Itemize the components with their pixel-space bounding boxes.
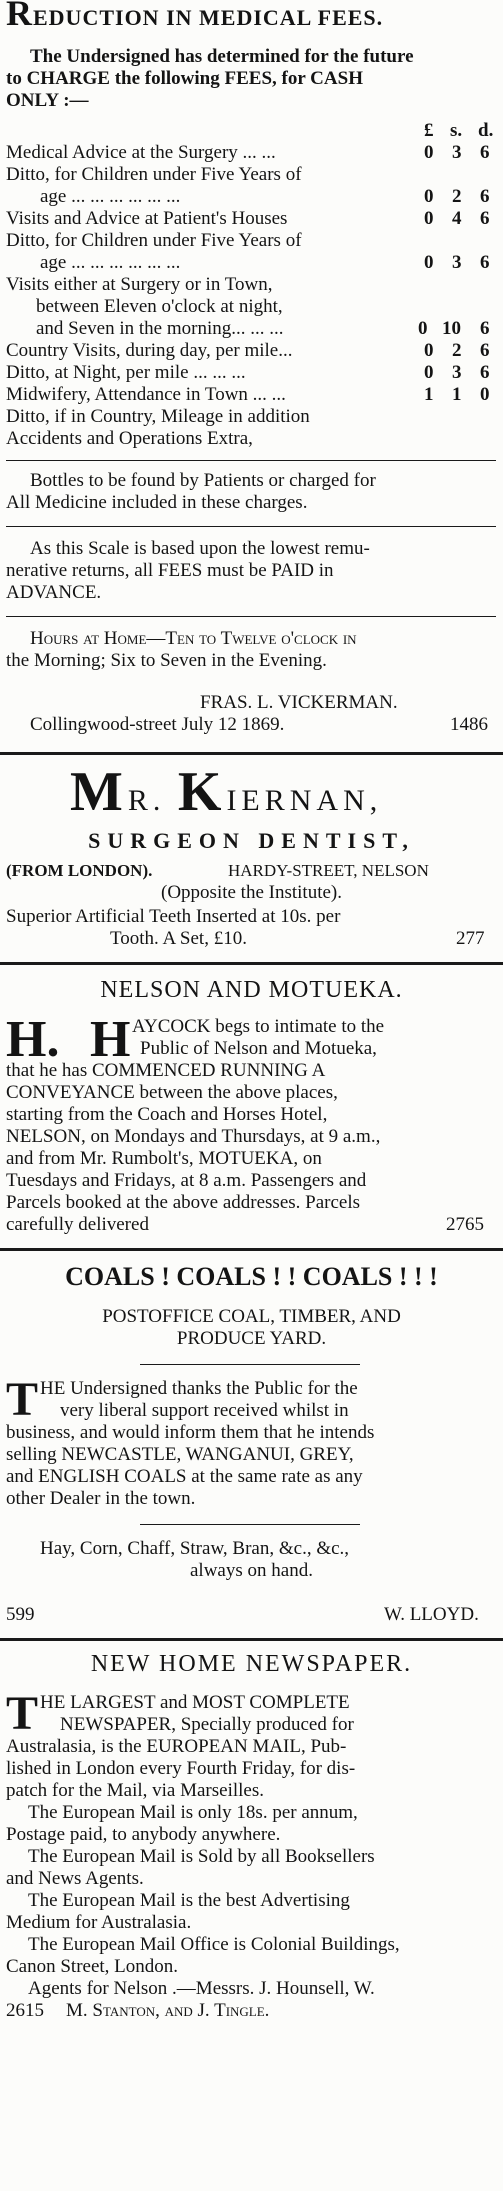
hours-line: the Morning; Six to Seven in the Evening.	[6, 650, 327, 671]
opposite: (Opposite the Institute).	[161, 882, 342, 903]
address-date: Collingwood-street July 12 1869.	[30, 714, 285, 735]
divider	[6, 526, 496, 527]
fee-pence: 6	[480, 186, 490, 207]
intro-line: ONLY :—	[6, 90, 89, 111]
signature: FRAS. L. VICKERMAN.	[200, 692, 398, 713]
ad-body-line: selling NEWCASTLE, WANGANUI, GREY,	[6, 1444, 354, 1465]
fee-shillings: 3	[452, 252, 462, 273]
hours-line: Hours at Home—Ten to Twelve o'clock in	[30, 628, 357, 649]
fee-item: age ... ... ... ... ... ...	[40, 252, 181, 273]
signature: W. LLOYD.	[384, 1604, 479, 1625]
fee-pounds: 0	[418, 318, 428, 339]
ad-body-line: and ENGLISH COALS at the same rate as any	[6, 1466, 363, 1487]
ad-body-line: Parcels booked at the above addresses. Parcels	[6, 1192, 361, 1213]
fee-item: Ditto, at Night, per mile ... ... ...	[6, 362, 246, 383]
shilling-head: s.	[450, 120, 463, 141]
fee-item: Medical Advice at the Surgery ... ...	[6, 142, 276, 163]
ad-body-line: HE Undersigned thanks the Public for the	[40, 1378, 358, 1399]
fee-item: age ... ... ... ... ... ...	[40, 186, 181, 207]
ad-body-line: NELSON, on Mondays and Thursdays, at 9 a.m.,	[6, 1126, 381, 1147]
ad-body-line: and News Agents.	[6, 1868, 144, 1889]
ad-number: 2765	[446, 1214, 484, 1235]
fee-pence: 6	[480, 252, 490, 273]
fee-shillings: 1	[452, 384, 462, 405]
bottles-line: Bottles to be found by Patients or charged for	[30, 470, 376, 491]
ad-number: 599	[6, 1604, 35, 1625]
fee-pence: 6	[480, 362, 490, 383]
fee-item: Country Visits, during day, per mile...	[6, 340, 293, 361]
fee-item: Visits and Advice at Patient's Houses	[6, 208, 288, 229]
fee-pounds: 0	[424, 252, 434, 273]
scale-line: nerative returns, all FEES must be PAID in	[6, 560, 334, 581]
ad-body-line: Public of Nelson and Motueka,	[140, 1038, 377, 1059]
fee-pounds: 1	[424, 384, 434, 405]
ad-title: REDUCTION IN MEDICAL FEES.	[6, 0, 384, 33]
ad-body-line: Australasia, is the EUROPEAN MAIL, Pub-	[6, 1736, 347, 1757]
ad-body-line: The European Mail Office is Colonial Buildings,	[28, 1934, 400, 1955]
ad-body-line: Canon Street, London.	[6, 1956, 179, 1977]
ad-body-line: The European Mail is only 18s. per annum,	[28, 1802, 358, 1823]
intro-line: to CHARGE the following FEES, for CASH	[6, 68, 363, 89]
fee-pounds: 0	[424, 208, 434, 229]
ad-body-line: lished in London every Fourth Friday, for dis-	[6, 1758, 356, 1779]
ad-body-line: HE LARGEST and MOST COMPLETE	[40, 1692, 350, 1713]
ad-body-line: Tuesdays and Fridays, at 8 a.m. Passengers and	[6, 1170, 367, 1191]
divider	[140, 1364, 360, 1365]
fee-shillings: 2	[452, 340, 462, 361]
ad-body-line: and from Mr. Rumbolt's, MOTUEKA, on	[6, 1148, 322, 1169]
ad-body-line: AYCOCK begs to intimate to the	[132, 1016, 385, 1037]
ad-separator	[0, 752, 503, 755]
ad-body-line: starting from the Coach and Horses Hotel,	[6, 1104, 328, 1125]
ad-body-line: M. Stanton, and J. Tingle.	[66, 2000, 270, 2021]
ad-body-line: business, and would inform them that he intends	[6, 1422, 375, 1443]
fee-pounds: 0	[424, 186, 434, 207]
divider	[6, 460, 496, 461]
fee-shillings: 2	[452, 186, 462, 207]
scale-line: ADVANCE.	[6, 582, 102, 603]
ad-body-line: Medium for Australasia.	[6, 1912, 192, 1933]
fee-pounds: 0	[424, 142, 434, 163]
fee-note: Ditto, if in Country, Mileage in addition	[6, 406, 310, 427]
dentist-title: SURGEON DENTIST,	[88, 828, 415, 853]
drop-cap: H	[90, 1011, 131, 1068]
fee-shillings: 10	[442, 318, 461, 339]
ad-body-line: Postage paid, to anybody anywhere.	[6, 1824, 281, 1845]
fee-item: Visits either at Surgery or in Town,	[6, 274, 273, 295]
pound-head: £	[424, 120, 434, 141]
ad-title: COALS ! COALS ! ! COALS ! ! !	[65, 1262, 438, 1291]
fee-note: Accidents and Operations Extra,	[6, 428, 253, 449]
hay-line: always on hand.	[190, 1560, 313, 1581]
street: HARDY-STREET, NELSON	[228, 861, 429, 880]
intro-line: The Undersigned has determined for the future	[30, 46, 414, 67]
ad-separator	[0, 1248, 503, 1251]
fee-shillings: 4	[452, 208, 462, 229]
ad-subtitle: POSTOFFICE COAL, TIMBER, AND	[102, 1306, 401, 1327]
hay-line: Hay, Corn, Chaff, Straw, Bran, &c., &c.,	[40, 1538, 350, 1559]
ad-title: NEW HOME NEWSPAPER.	[90, 1651, 413, 1677]
ad-number: 1486	[450, 714, 488, 735]
pence-head: d.	[478, 120, 494, 141]
teeth-line: Superior Artificial Teeth Inserted at 10s. per	[6, 906, 341, 927]
fee-pounds: 0	[424, 340, 434, 361]
from-london: (FROM LONDON).	[6, 861, 153, 880]
fee-pounds: 0	[424, 362, 434, 383]
dentist-name: MR. KIERNAN,	[70, 761, 383, 823]
fee-pence: 6	[480, 340, 490, 361]
ad-body-line: NEWSPAPER, Specially produced for	[60, 1714, 354, 1735]
fee-item: Midwifery, Attendance in Town ... ...	[6, 384, 286, 405]
ad-separator	[0, 962, 503, 965]
fee-pence: 6	[480, 142, 490, 163]
ad-number: 277	[456, 928, 485, 949]
ad-number: 2615	[6, 2000, 44, 2021]
teeth-line: Tooth. A Set, £10.	[110, 928, 247, 949]
fee-item: between Eleven o'clock at night,	[36, 296, 283, 317]
fee-pence: 0	[480, 384, 490, 405]
ad-body-line: that he has COMMENCED RUNNING A	[6, 1060, 326, 1081]
fee-item: Ditto, for Children under Five Years of	[6, 164, 302, 185]
ad-body-line: The European Mail is the best Advertising	[28, 1890, 350, 1911]
fee-shillings: 3	[452, 362, 462, 383]
fee-item: and Seven in the morning... ... ...	[36, 318, 284, 339]
fee-item: Ditto, for Children under Five Years of	[6, 230, 302, 251]
drop-cap: H.	[6, 1011, 60, 1068]
bottles-line: All Medicine included in these charges.	[6, 492, 308, 513]
scale-line: As this Scale is based upon the lowest remu-	[30, 538, 370, 559]
ad-body-line: other Dealer in the town.	[6, 1488, 196, 1509]
fee-pence: 6	[480, 208, 490, 229]
drop-cap: T	[6, 1687, 39, 1740]
divider	[140, 1524, 360, 1525]
ad-separator	[0, 1638, 503, 1641]
ad-body-line: carefully delivered	[6, 1214, 149, 1235]
ad-body-line: The European Mail is Sold by all Booksellers	[28, 1846, 375, 1867]
ad-body-line: patch for the Mail, via Marseilles.	[6, 1780, 265, 1801]
ad-body-line: CONVEYANCE between the above places,	[6, 1082, 338, 1103]
fee-pence: 6	[480, 318, 490, 339]
fee-shillings: 3	[452, 142, 462, 163]
ad-body-line: very liberal support received whilst in	[60, 1400, 349, 1421]
ad-title: NELSON AND MOTUEKA.	[100, 977, 403, 1003]
drop-cap: T	[6, 1373, 39, 1426]
ad-body-line: Agents for Nelson .—Messrs. J. Hounsell, W.	[28, 1978, 375, 1999]
divider	[6, 616, 496, 617]
ad-subtitle: PRODUCE YARD.	[176, 1328, 327, 1349]
